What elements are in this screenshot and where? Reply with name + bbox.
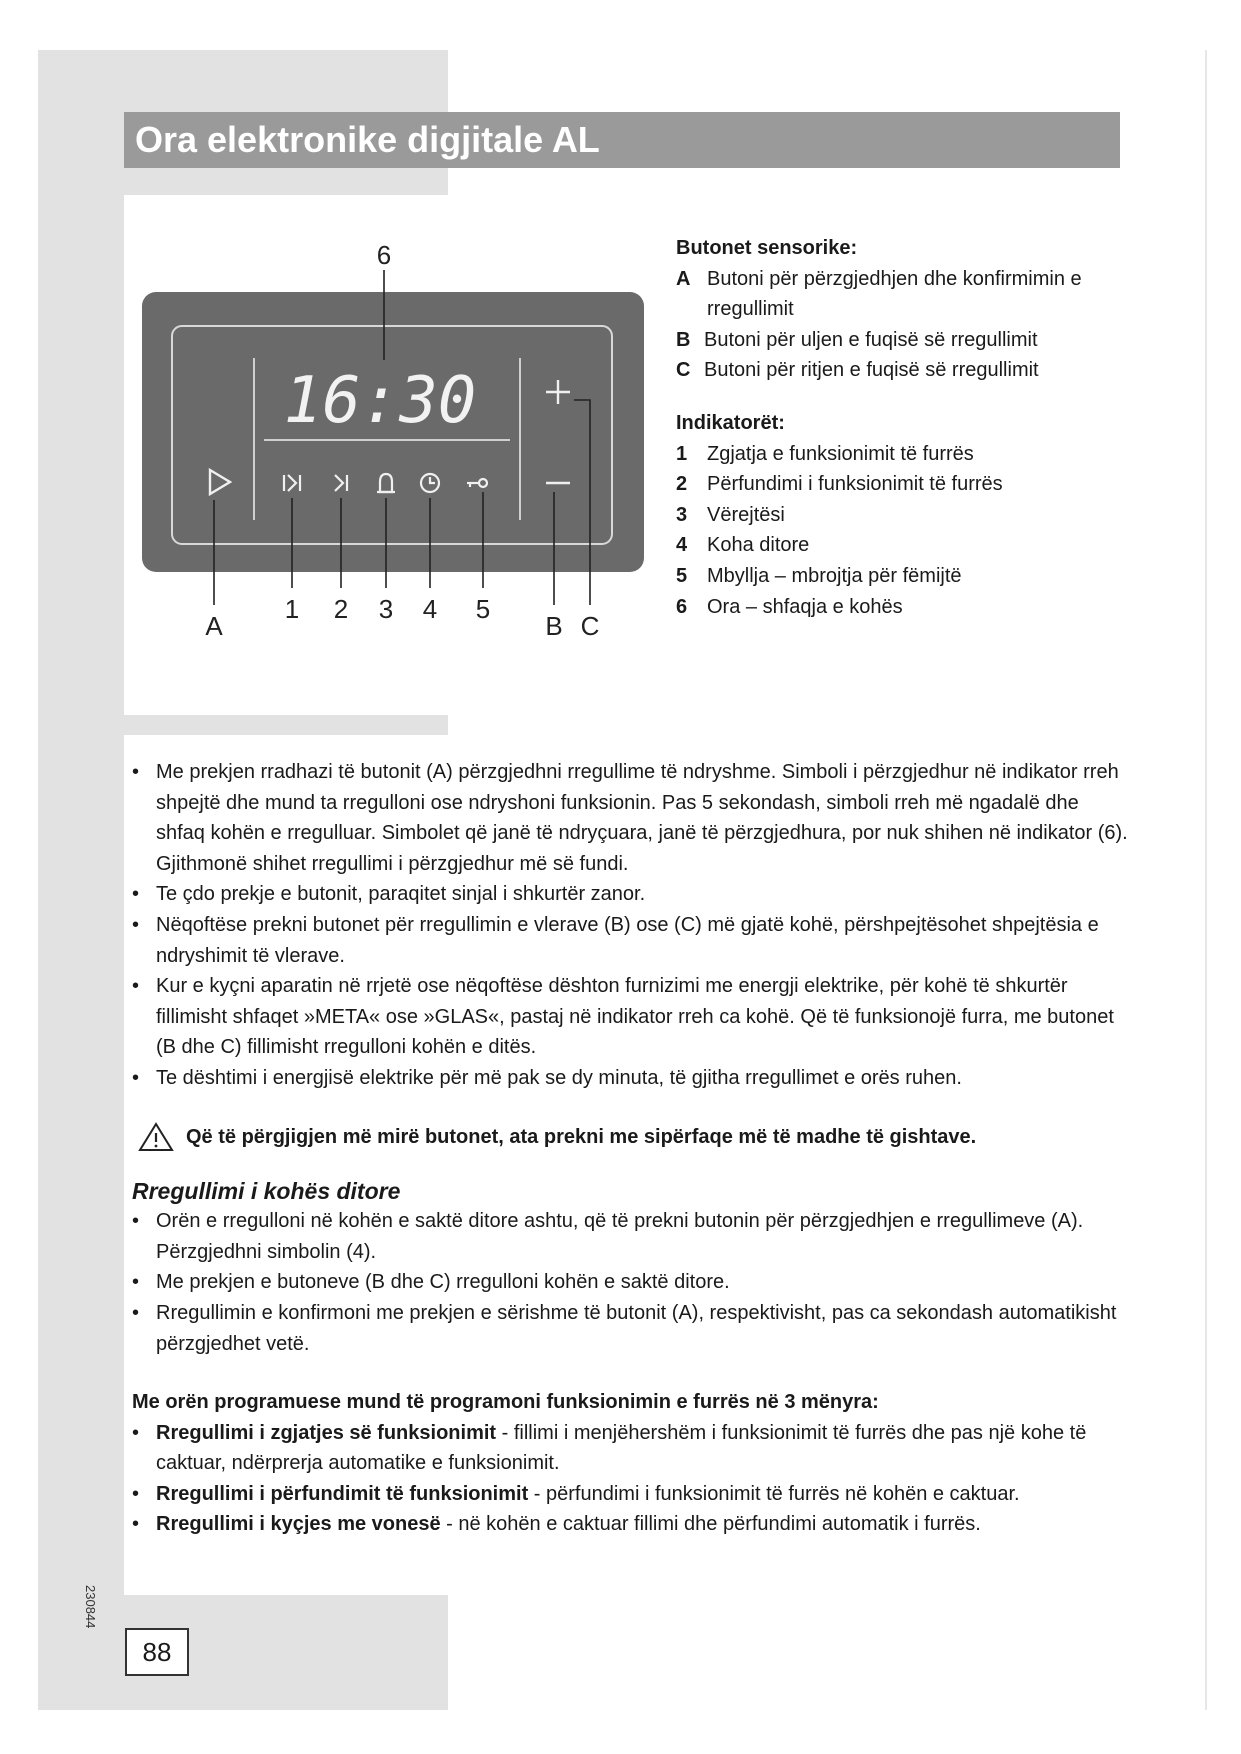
indicator-item: 3 Vërejtësi	[676, 503, 785, 526]
warning-triangle-icon	[138, 1122, 174, 1152]
sensor-item: C Butoni për ritjen e fuqisë së rregullimit	[676, 359, 1039, 382]
label-c: C	[580, 611, 600, 641]
bullet-item: • Nëqoftëse prekni butonet për rregullimin e vlerave (B) ose (C) më gjatë kohë, përshpejtësohet shpejtësia e ndryshimit të vlerave.	[132, 910, 1132, 971]
daytime-bullet-list	[132, 1206, 1132, 1359]
programming-item: • Rregullimi i zgjatjes së funksionimit - fillimi i menjëhershëm i funksionimit të furrës dhe pas një kohe të caktuar, ndërprerja automatike e funksionimit.	[132, 1418, 1132, 1479]
label-b: B	[545, 611, 563, 641]
legend-block	[676, 233, 1146, 622]
bullet-item: • Kur e kyçni aparatin në rrjetë ose nëqoftëse dështon furnizimi me energji elektrike, për kohë të shkurtër fillimisht shfaqet »META« ose »GLAS«, pastaj në indikator rreh ca kohë. Që të funksionojë furra, me butonet (B dhe C) fillimisht rregulloni kohën e ditës.	[132, 971, 1132, 1063]
page-number: 88	[125, 1628, 189, 1676]
label-1: 1	[284, 594, 300, 624]
daytime-heading: Rregullimi i kohës ditore	[132, 1178, 401, 1205]
bullet-item: • Te çdo prekje e butonit, paraqitet sinjal i shkurtër zanor.	[132, 879, 1132, 910]
warning-text: Që të përgjigjen më mirë butonet, ata prekni me sipërfaqe më të madhe të gishtave.	[186, 1125, 977, 1148]
sensor-buttons-heading: Butonet sensorike:	[676, 237, 858, 259]
indicator-item: 6 Ora – shfaqja e kohës	[676, 595, 903, 618]
bullet-item: • Rregullimin e konfirmoni me prekjen e sërishme të butonit (A), respektivisht, pas ca sekondash automatikisht përzgjedhet vetë.	[132, 1298, 1132, 1359]
bullet-item: • Te dështimi i energjisë elektrike për më pak se dy minuta, të gjitha rregullimet e orës ruhen.	[132, 1063, 1132, 1094]
label-5: 5	[475, 594, 491, 624]
time-display: 16:30	[283, 364, 477, 438]
programming-heading: Me orën programuese mund të programoni funksionimin e furrës në 3 mënyra:	[132, 1391, 879, 1414]
programming-item: • Rregullimi i përfundimit të funksionimit - përfundimi i funksionimit të furrës në kohën e caktuar.	[132, 1479, 1132, 1510]
label-6: 6	[376, 240, 392, 270]
bullet-item: • Me prekjen e butoneve (B dhe C) rregulloni kohën e saktë ditore.	[132, 1267, 1132, 1298]
main-content	[132, 757, 1132, 1540]
label-4: 4	[422, 594, 438, 624]
indicator-item: 5 Mbyllja – mbrojtja për fëmijtë	[676, 564, 962, 587]
indicator-item: 4 Koha ditore	[676, 534, 810, 557]
label-3: 3	[378, 594, 394, 624]
indicator-item: 1 Zgjatja e funksionimit të furrës	[676, 442, 974, 465]
page-title: Ora elektronike digjitale AL	[135, 119, 600, 160]
document-code: 230844	[83, 1585, 98, 1629]
bullet-item: • Me prekjen rradhazi të butonit (A) përzgjedhni rregullime të ndryshme. Simboli i përzgjedhur në indikator rreh shpejtë dhe mund ta rregulloni ose ndryshoni funksionin. Pas 5 sekondash, simboli rreh më ngadalë dhe shfaq kohën e rregulluar. Simbolet që janë të ndryçuara, janë të përzgjedhura, por nuk shihen në indikator (6). Gjithmonë shihet rregullimi i përzgjedhur më së fundi.	[132, 757, 1132, 879]
right-edge-rule	[1205, 50, 1207, 1710]
programming-list	[132, 1418, 1132, 1540]
label-2: 2	[333, 594, 349, 624]
programming-item: • Rregullimi i kyçjes me vonesë - në kohën e caktuar fillimi dhe përfundimi automatik i furrës.	[132, 1509, 1132, 1540]
sensor-item: B Butoni për uljen e fuqisë së rregullimit	[676, 328, 1038, 351]
sensor-item: A Butoni për përzgjedhjen dhe konfirmimin e rregullimit	[676, 267, 1082, 321]
indicators-heading: Indikatorët:	[676, 411, 785, 434]
clock-panel-diagram	[124, 230, 664, 650]
label-a: A	[205, 611, 223, 641]
indicator-item: 2 Përfundimi i funksionimit të furrës	[676, 473, 1003, 496]
usage-bullet-list	[132, 757, 1132, 1094]
bullet-item: • Orën e rregulloni në kohën e saktë ditore ashtu, që të prekni butonin për përzgjedhjen e rregullimeve (A). Përzgjedhni simbolin (4).	[132, 1206, 1132, 1267]
warning-note	[132, 1122, 1132, 1153]
